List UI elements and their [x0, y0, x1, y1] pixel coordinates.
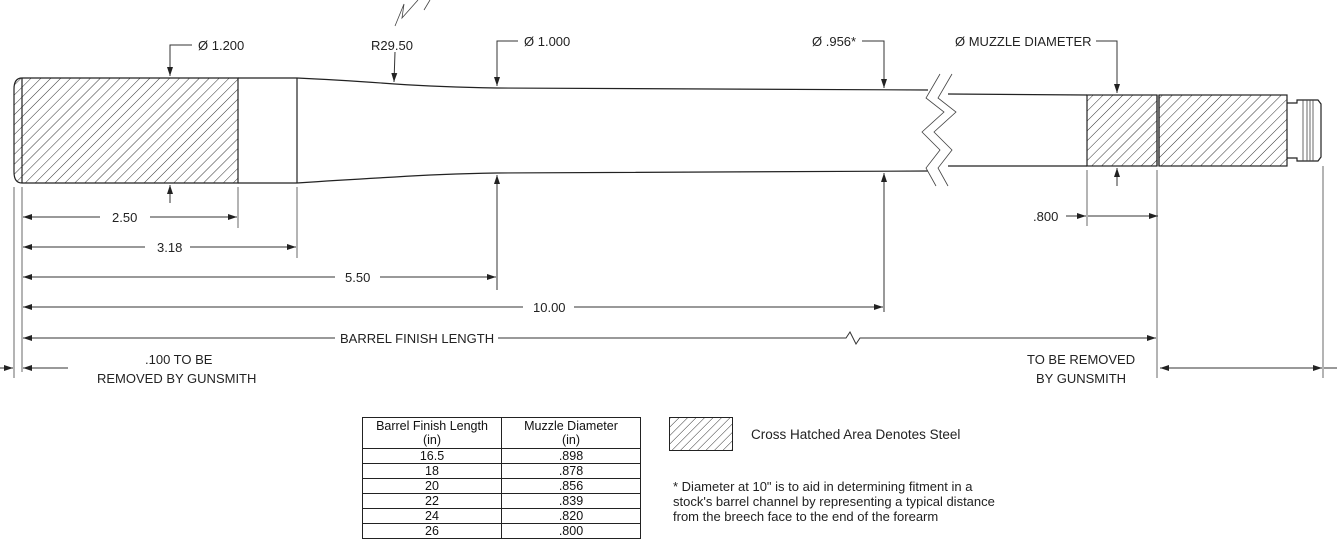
callout-dia-1000: [497, 34, 570, 290]
dimension-right-removal: [1027, 352, 1337, 386]
hatch-legend: [669, 417, 960, 451]
barrel-finish-length-label: BARREL FINISH LENGTH: [340, 331, 495, 346]
dimension-left-removal: [0, 352, 256, 386]
dimension-2-50: [23, 210, 237, 225]
dia-muzzle-label: Ø MUZZLE DIAMETER: [955, 34, 1092, 49]
table-row: 22 .839: [363, 494, 641, 509]
breech-steel-section: [14, 78, 238, 183]
muzzle-thread: [1287, 100, 1321, 161]
dim-10-00-label: 10.00: [533, 300, 566, 315]
dia-1200-label: Ø 1.200: [198, 38, 245, 53]
table-row: 18 .878: [363, 464, 641, 479]
legend-label: Cross Hatched Area Denotes Steel: [751, 426, 961, 442]
footnote-line-1: * Diameter at 10" is to aid in determining fitment in a: [673, 479, 973, 494]
radius-label: R29.50: [371, 38, 413, 53]
dim-800-label: .800: [1033, 209, 1059, 224]
dimension-3-18: [23, 240, 296, 255]
dimension-barrel-finish-length: [23, 331, 1156, 346]
footnote-line-2: stock's barrel channel by representing a typical distance: [673, 494, 995, 509]
hatch-swatch: [669, 417, 733, 451]
dim-3-18-label: 3.18: [157, 240, 183, 255]
header-barrel-finish-length: Barrel Finish Length (in): [363, 418, 502, 449]
muzzle-steel-section: [1087, 95, 1157, 166]
dia-1000-label: Ø 1.000: [524, 34, 571, 49]
removed-right-line1: TO BE REMOVED: [1027, 352, 1136, 367]
table-row: 20 .856: [363, 479, 641, 494]
muzzle-extension-section: [1159, 95, 1287, 166]
dia-956-label: Ø .956*: [812, 34, 857, 49]
callout-radius: [371, 0, 430, 82]
dim-2-50-label: 2.50: [112, 210, 138, 225]
footnote: [673, 479, 1093, 524]
table-row: 24 .820: [363, 509, 641, 524]
callout-dia-956: [812, 34, 884, 312]
header-muzzle-diameter: Muzzle Diameter (in): [502, 418, 641, 449]
barrel-profile: [14, 74, 1321, 186]
footnote-line-3: from the breech face to the end of the forearm: [673, 509, 939, 524]
table-row: 26 .800: [363, 524, 641, 539]
break-line: [922, 74, 944, 186]
table-row: 16.5 .898: [363, 449, 641, 464]
dimension-5-50: [23, 270, 496, 285]
dimension-10-00: [23, 300, 883, 315]
removed-right-line2: BY GUNSMITH: [1036, 371, 1127, 386]
removed-left-line1: .100 TO BE: [145, 352, 213, 367]
dim-5-50-label: 5.50: [345, 270, 371, 285]
dimension-800: [1033, 209, 1158, 224]
removed-left-line2: REMOVED BY GUNSMITH: [97, 371, 257, 386]
muzzle-diameter-table: [362, 417, 641, 539]
